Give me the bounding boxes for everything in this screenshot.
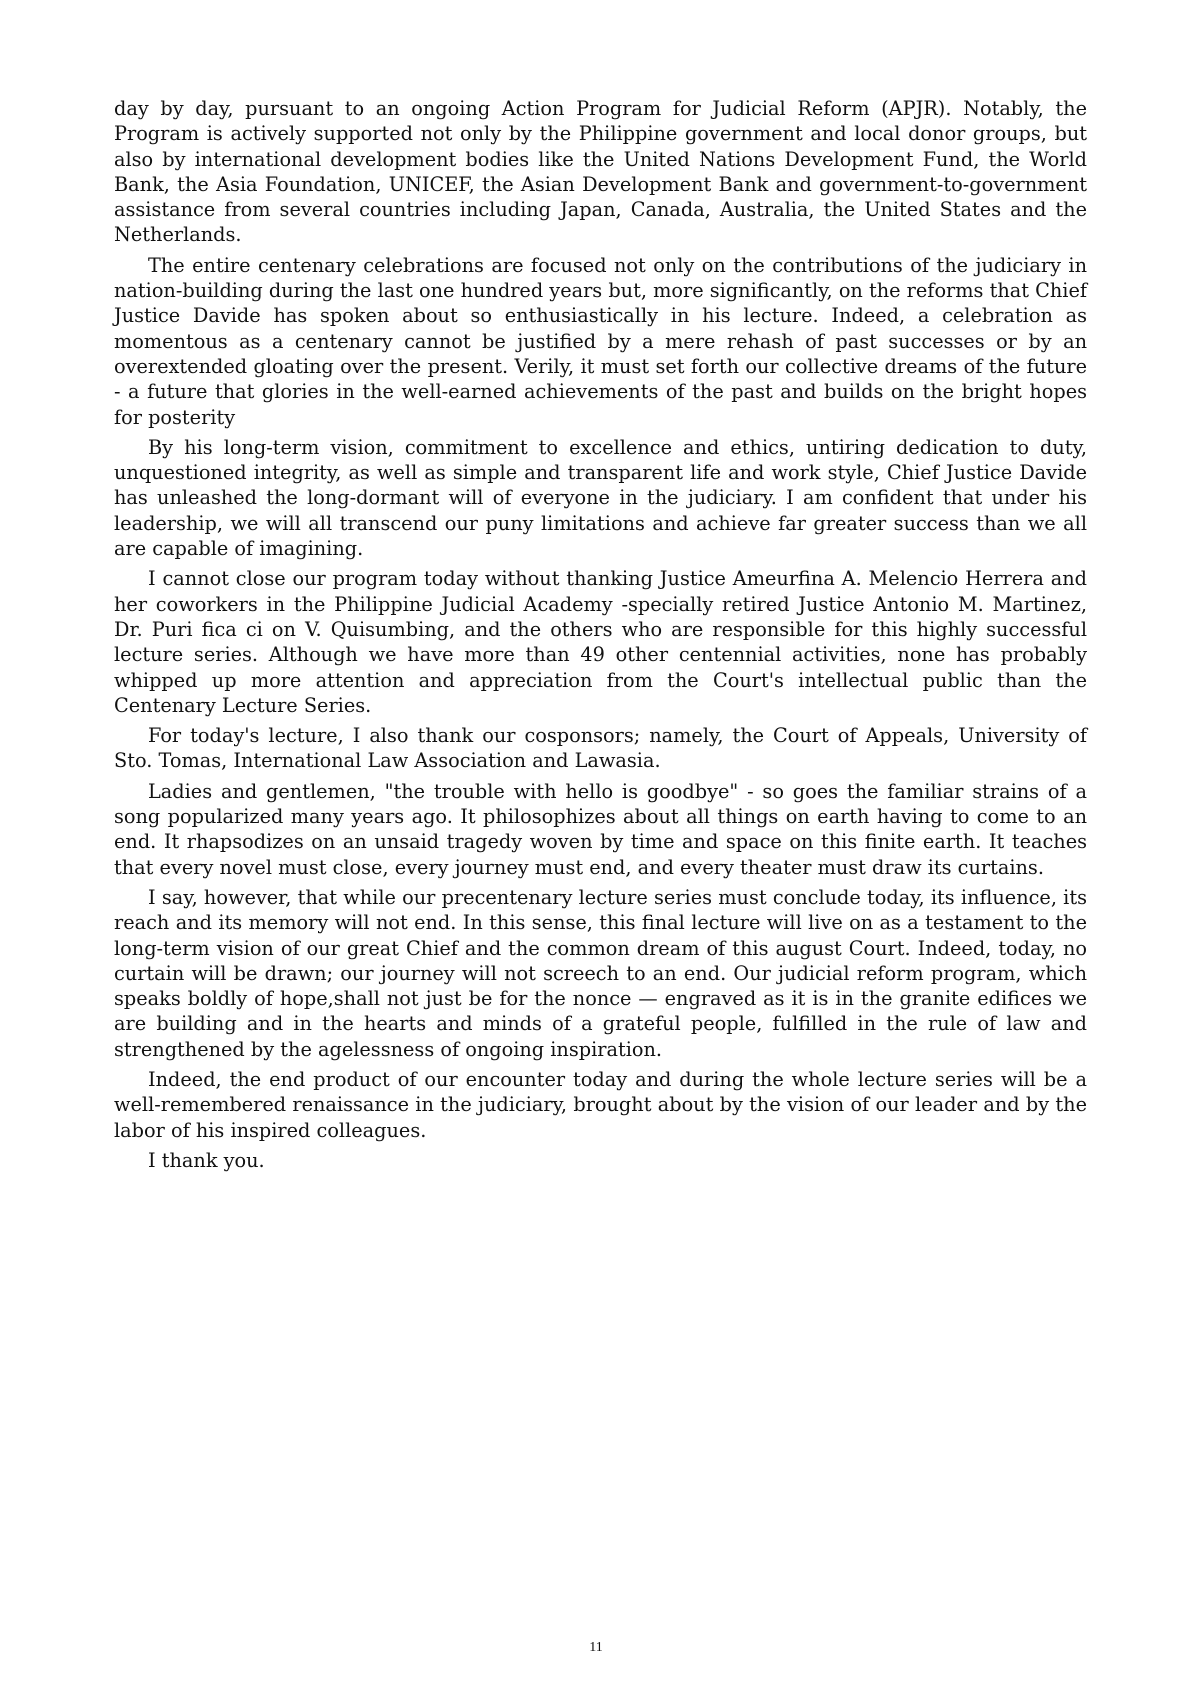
paragraph-acknowledgements: I cannot close our program today without thanking Justice Ameurfina A. Melencio Herrera and her coworkers in the Philippine Judicial Academy -specially retired Justice Antonio M. Martinez, Dr. Puri fica ci on V. Quisumbing, and the others who are responsible for this highly successful lecture series. Although we have more than 49 other centennial activities, none has probably whipped up more attention and appreciation from the Court's intellectual public than the Centenary Lecture Series. xyxy=(114,567,1087,717)
paragraph-renaissance: Indeed, the end product of our encounter today and during the whole lecture series will be a well-remembered renaissance in the judiciary, brought about by the vision of our leader and by the labor of his inspired colleagues. xyxy=(114,1067,1087,1142)
paragraph-long-term-vision: By his long-term vision, commitment to excellence and ethics, untiring dedication to duty, unquestioned integrity, as well as simple and transparent life and work style, Chief Justice Davide has unleashed the long-dormant will of everyone in the judiciary. I am confident that under his leadership, we will all transcend our puny limitations and achieve far greater success than we all are capable of imagining. xyxy=(114,435,1087,561)
paragraph-thank-you: I thank you. xyxy=(148,1148,265,1172)
page-number: 11 xyxy=(589,1640,603,1655)
paragraph-centenary-celebrations: The entire centenary celebrations are focused not only on the contributions of the judiciary in nation-building during the last one hundred years but, more significantly, on the reforms that Chief Justice Davide has spoken about so enthusiastically in his lecture. Indeed, a celebration as momentous as a centenary cannot be justified by a mere rehash of past successes or by an overextended gloating over the present. Verily, it must set forth our collective dreams of the future - a future that glories in the well-earned achievements of the past and builds on the bright hopes for posterity xyxy=(114,253,1087,429)
paragraph-cosponsors: For today's lecture, I also thank our cosponsors; namely, the Court of Appeals, University of Sto. Tomas, International Law Association and Lawasia. xyxy=(114,724,1087,773)
paragraph-hello-goodbye: Ladies and gentlemen, "the trouble with hello is goodbye" - so goes the familiar strains of a song popularized many years ago. It philosophizes about all things on earth having to come to an end. It rhapsodizes on an unsaid tragedy woven by time and space on this finite earth. It teaches that every novel must close, every journey must end, and every theater must draw its curtains. xyxy=(114,779,1087,879)
document-body xyxy=(114,96,1087,1178)
paragraph-lecture-conclusion: I say, however, that while our precentenary lecture series must conclude today, its influence, its reach and its memory will not end. In this sense, this final lecture will live on as a testament to the long-term vision of our great Chief and the common dream of this august Court. Indeed, today, no curtain will be drawn; our journey will not screech to an end. Our judicial reform program, which speaks boldly of hope,shall not just be for the nonce — engraved as it is in the granite edifices we are building and in the hearts and minds of a grateful people, fulfilled in the rule of law and strengthened by the agelessness of ongoing inspiration. xyxy=(114,885,1087,1061)
paragraph-continuation: day by day, pursuant to an ongoing Action Program for Judicial Reform (APJR). Notably, the Program is actively supported not only by the Philippine government and local donor groups, but also by international development bodies like the United Nations Development Fund, the World Bank, the Asia Foundation, UNICEF, the Asian Development Bank and government-to-government assistance from several countries including Japan, Canada, Australia, the United States and the Netherlands. xyxy=(114,97,1087,247)
